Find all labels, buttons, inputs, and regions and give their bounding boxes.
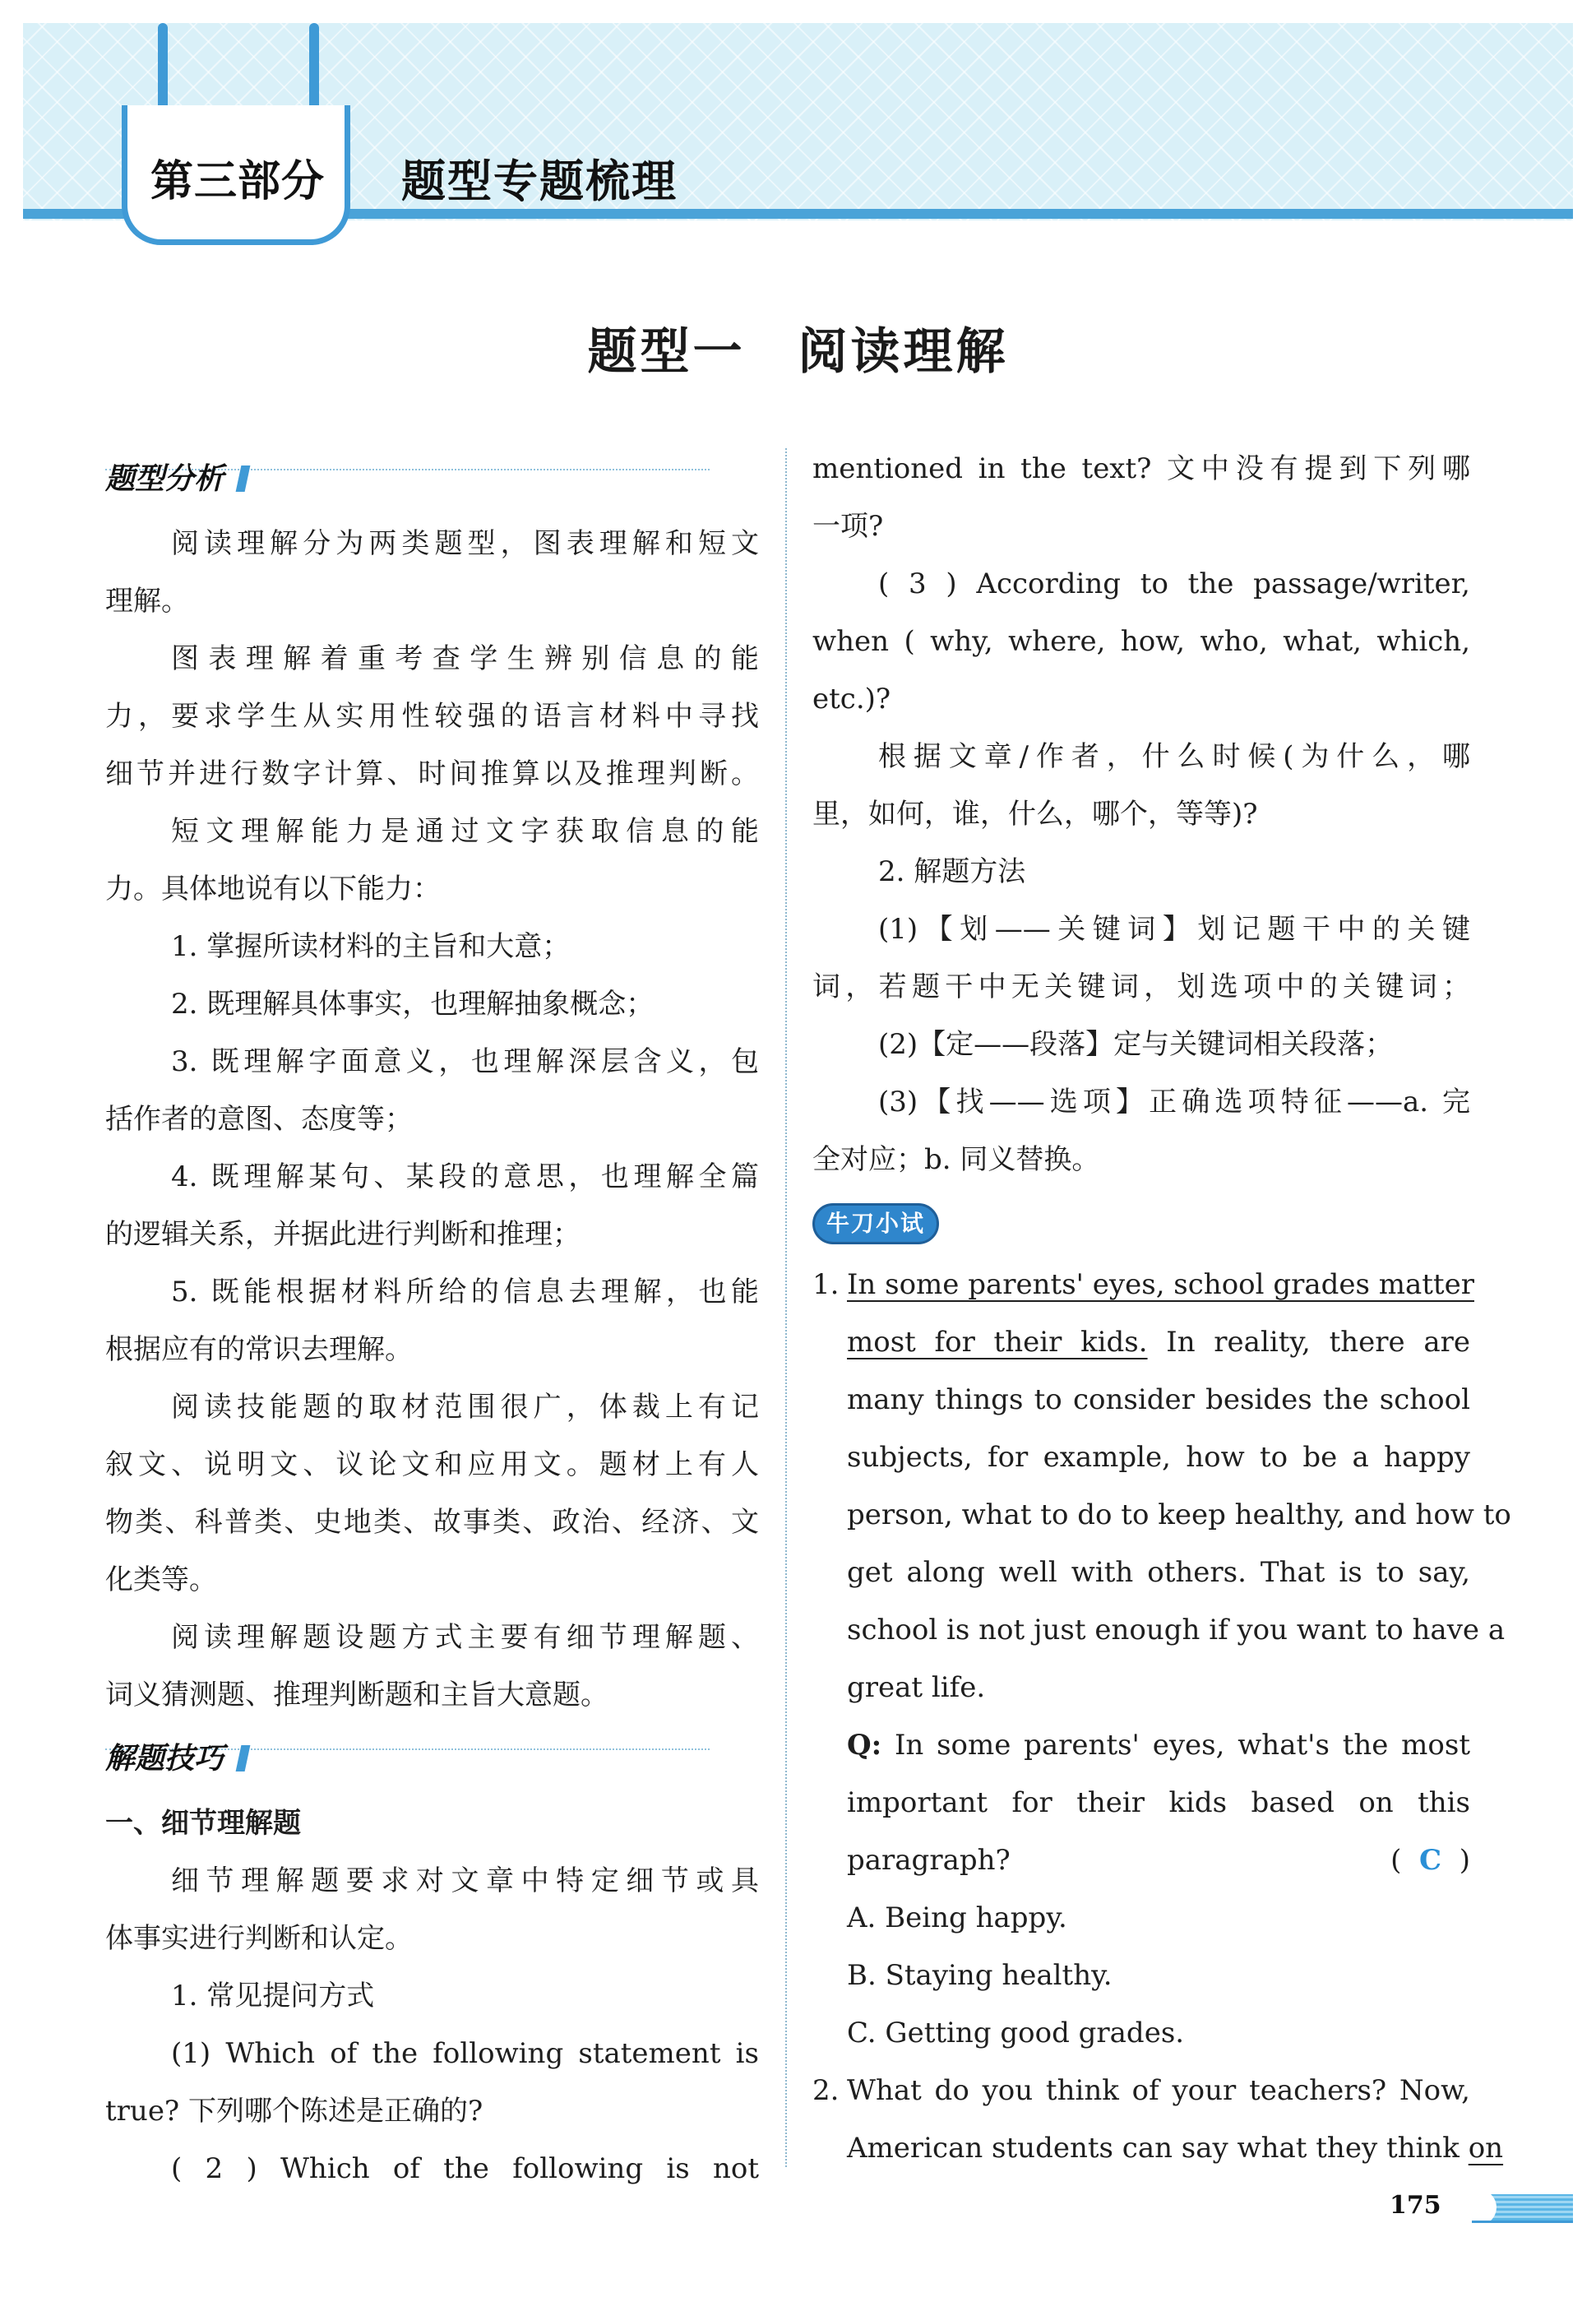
column-divider [785, 448, 787, 2167]
left-column [105, 444, 759, 2198]
paragraph-line: 理解。 [105, 585, 189, 618]
paragraph-line: 词，若题干中无关键词，划选项中的关键词； [812, 970, 1470, 1003]
paragraph-line: 一项? [812, 510, 884, 543]
paragraph-line: (1) Which of the following statement is [171, 2037, 759, 2070]
question-number: 1. [812, 1268, 840, 1301]
question-label: Q: [847, 1729, 882, 1762]
skills-heading-text: 解题技巧 [105, 1742, 224, 1776]
paragraph-line: 叙文、说明文、议论文和应用文。题材上有人 [105, 1448, 759, 1481]
subheading: 一、细节理解题 [105, 1807, 301, 1840]
question-line: school is not just enough if you want to have a [847, 1614, 1506, 1646]
paragraph-line: ( 3 ) According to the passage/writer, [878, 567, 1470, 600]
footer-rule [1472, 2221, 1573, 2223]
list-item: 3. 既理解字面意义，也理解深层含义，包 [171, 1045, 759, 1078]
paragraph-line: when ( why, where, how, who, what, which, [812, 625, 1470, 658]
paragraph-line: etc.)? [812, 683, 891, 716]
question-prompt-text: In some parents' eyes, what's the most [881, 1729, 1470, 1762]
paragraph-line: 力。具体地说有以下能力： [105, 873, 441, 905]
paragraph-line: 化类等。 [105, 1563, 217, 1596]
option: C. Getting good grades. [847, 2017, 1185, 2049]
question-line [812, 2062, 1470, 2119]
paragraph-line: 力，要求学生从实用性较强的语言材料中寻找 [105, 700, 759, 733]
section-title: 题型专题梳理 [401, 155, 678, 207]
page-number: 175 [1390, 2191, 1441, 2220]
practice-badge: 牛刀小试 [812, 1203, 939, 1244]
paragraph-line: 物类、科普类、史地类、故事类、政治、经济、文 [105, 1506, 759, 1539]
paragraph-line: ( 2 ) Which of the following is not [171, 2152, 759, 2185]
question-text: American students can say what they think [847, 2132, 1469, 2165]
answer-open: ( [1390, 1844, 1402, 1877]
answer-close: ) [1459, 1844, 1470, 1877]
question-prompt-text: paragraph? [847, 1844, 1011, 1877]
paragraph-line: 的逻辑关系，并据此进行判断和推理； [105, 1218, 581, 1251]
skills-heading [105, 1724, 759, 1795]
paragraph-line: 根据应有的常识去理解。 [105, 1333, 413, 1366]
paragraph-line: 括作者的意图、态度等； [105, 1103, 413, 1136]
question-number: 2. [812, 2074, 840, 2107]
paragraph-line: 词义猜测题、推理判断题和主旨大意题。 [105, 1679, 608, 1711]
page-title: 题型一 阅读理解 [587, 323, 1009, 381]
paragraph-line: 短文理解能力是通过文字获取信息的能 [171, 815, 759, 848]
paragraph-line: (2)【定——段落】定与关键词相关段落； [878, 1028, 1394, 1061]
underlined-sentence: In some parents' eyes, school grades matter [847, 1268, 1474, 1301]
option: A. Being happy. [847, 1901, 1067, 1934]
analysis-heading [105, 444, 759, 515]
question-line: great life. [847, 1671, 986, 1704]
paragraph-line: 阅读理解分为两类题型，图表理解和短文 [171, 527, 759, 560]
answer-bracket [1390, 1832, 1470, 1889]
question-prompt: important for their kids based on this [847, 1786, 1470, 1819]
paragraph-line: 图表理解着重考查学生辨别信息的能 [171, 642, 759, 675]
paragraph-line: 阅读技能题的取材范围很广，体裁上有记 [171, 1391, 759, 1424]
right-column [812, 440, 1511, 2177]
paragraph-line: 根据文章/作者，什么时候(为什么，哪 [878, 740, 1470, 773]
question-line: person, what to do to keep healthy, and how to [847, 1498, 1511, 1531]
paragraph-line: 体事实进行判断和认定。 [105, 1922, 413, 1955]
paragraph-line: 细节并进行数字计算、时间推算以及推理判断。 [105, 757, 759, 790]
question-prompt [812, 1716, 1470, 1774]
practice-badge-row [812, 1188, 1470, 1256]
list-item: 4. 既理解某句、某段的意思，也理解全篇 [171, 1160, 759, 1193]
underlined-word: on [1468, 2132, 1504, 2165]
question-line [812, 2119, 1504, 2177]
option: B. Staying healthy. [847, 1959, 1113, 1992]
question-line: many things to consider besides the school [847, 1383, 1470, 1416]
paragraph-line: true? 下列哪个陈述是正确的? [105, 2095, 483, 2128]
section-label: 第三部分 [150, 157, 325, 206]
subsection-title: 2. 解题方法 [878, 855, 1026, 888]
question-line: get along well with others. That is to say, [847, 1556, 1470, 1589]
paragraph-line: mentioned in the text? 文中没有提到下列哪 [812, 452, 1470, 485]
question-line: subjects, for example, how to be a happy [847, 1441, 1470, 1474]
paragraph-line: 全对应；b. 同义替换。 [812, 1143, 1100, 1176]
question-text: What do you think of your teachers? Now, [847, 2074, 1470, 2107]
paragraph-line: 里，如何，谁，什么，哪个，等等)? [812, 798, 1258, 831]
question-prompt [812, 1832, 1470, 1889]
analysis-heading-text: 题型分析 [105, 462, 224, 496]
list-item: 5. 既能根据材料所给的信息去理解，也能 [171, 1276, 759, 1308]
subsection-title: 1. 常见提问方式 [171, 1980, 375, 2012]
list-item: 2. 既理解具体事实，也理解抽象概念； [171, 988, 655, 1021]
question-line [812, 1313, 1470, 1371]
paragraph-line: 细节理解题要求对文章中特定细节或具 [171, 1864, 759, 1897]
paragraph-line: (3)【找——选项】正确选项特征——a. 完 [878, 1086, 1470, 1118]
underlined-sentence: most for their kids. [847, 1326, 1148, 1359]
paragraph-line: (1)【划——关键词】划记题干中的关键 [878, 913, 1470, 946]
answer-letter: C [1419, 1844, 1442, 1877]
question-text: In reality, there are [1147, 1326, 1470, 1359]
paragraph-line: 阅读理解题设题方式主要有细节理解题、 [171, 1621, 759, 1654]
list-item: 1. 掌握所读材料的主旨和大意； [171, 930, 571, 963]
question-line [812, 1256, 1474, 1313]
